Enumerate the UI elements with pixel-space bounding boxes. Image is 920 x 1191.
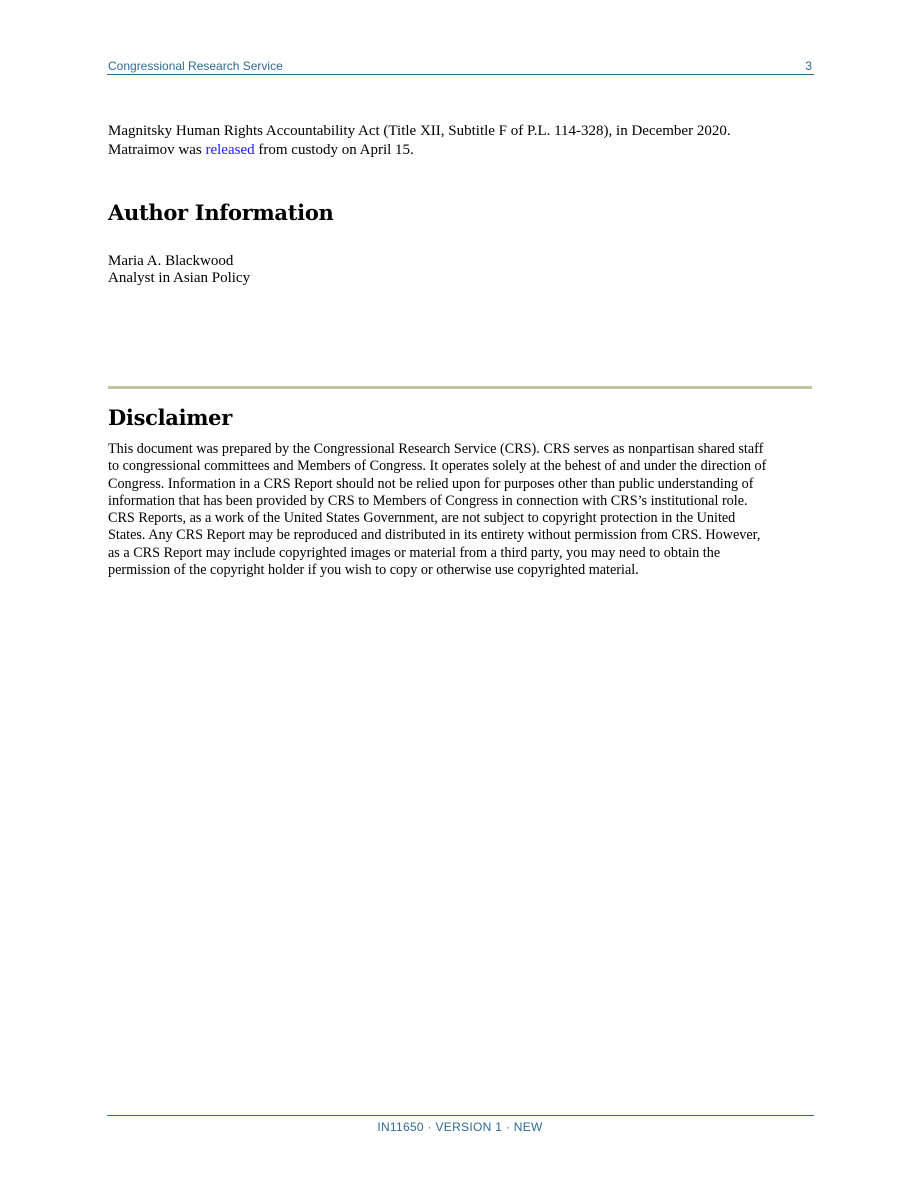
disclaimer-line: to congressional committees and Members of Congress. It operates solely at the behest of and under the direction of (108, 458, 767, 475)
disclaimer-line: permission of the copyright holder if you wish to copy or otherwise use copyrighted material. (108, 562, 639, 579)
disclaimer-line: States. Any CRS Report may be reproduced and distributed in its entirety without permission from CRS. However, (108, 527, 761, 544)
paragraph-line-2 (108, 141, 814, 160)
paragraph-text: from custody on April 15. (254, 142, 414, 158)
body-paragraph (108, 122, 814, 160)
section-divider (108, 386, 812, 389)
paragraph-line-1: Magnitsky Human Rights Accountability Act (Title XII, Subtitle F of P.L. 114-328), in December 2020. (108, 123, 731, 139)
paragraph-text: Matraimov was (108, 142, 206, 158)
disclaimer-text (108, 441, 814, 579)
disclaimer-line: information that has been provided by CRS to Members of Congress in connection with CRS’s institutional role. (108, 492, 748, 509)
disclaimer-line: This document was prepared by the Congressional Research Service (CRS). CRS serves as nonpartisan shared staff (108, 441, 764, 457)
header-page-number: 3 (805, 59, 812, 73)
released-link[interactable]: released (205, 142, 255, 158)
author-block (108, 253, 250, 287)
disclaimer-line: Congress. Information in a CRS Report should not be relied upon for purposes other than public understanding of (108, 475, 754, 492)
author-information-heading: Author Information (108, 200, 334, 225)
disclaimer-line: CRS Reports, as a work of the United States Government, are not subject to copyright protection in the United (108, 510, 736, 527)
author-name: Maria A. Blackwood (108, 253, 234, 269)
disclaimer-line: as a CRS Report may include copyrighted images or material from a third party, you may need to obtain the (108, 544, 721, 561)
author-title: Analyst in Asian Policy (108, 270, 251, 286)
header-organization: Congressional Research Service (108, 59, 283, 73)
footer-rule (107, 1115, 814, 1116)
page-header (107, 57, 814, 75)
page-footer: IN11650 · VERSION 1 · NEW (377, 1120, 543, 1134)
disclaimer-heading: Disclaimer (108, 405, 233, 430)
